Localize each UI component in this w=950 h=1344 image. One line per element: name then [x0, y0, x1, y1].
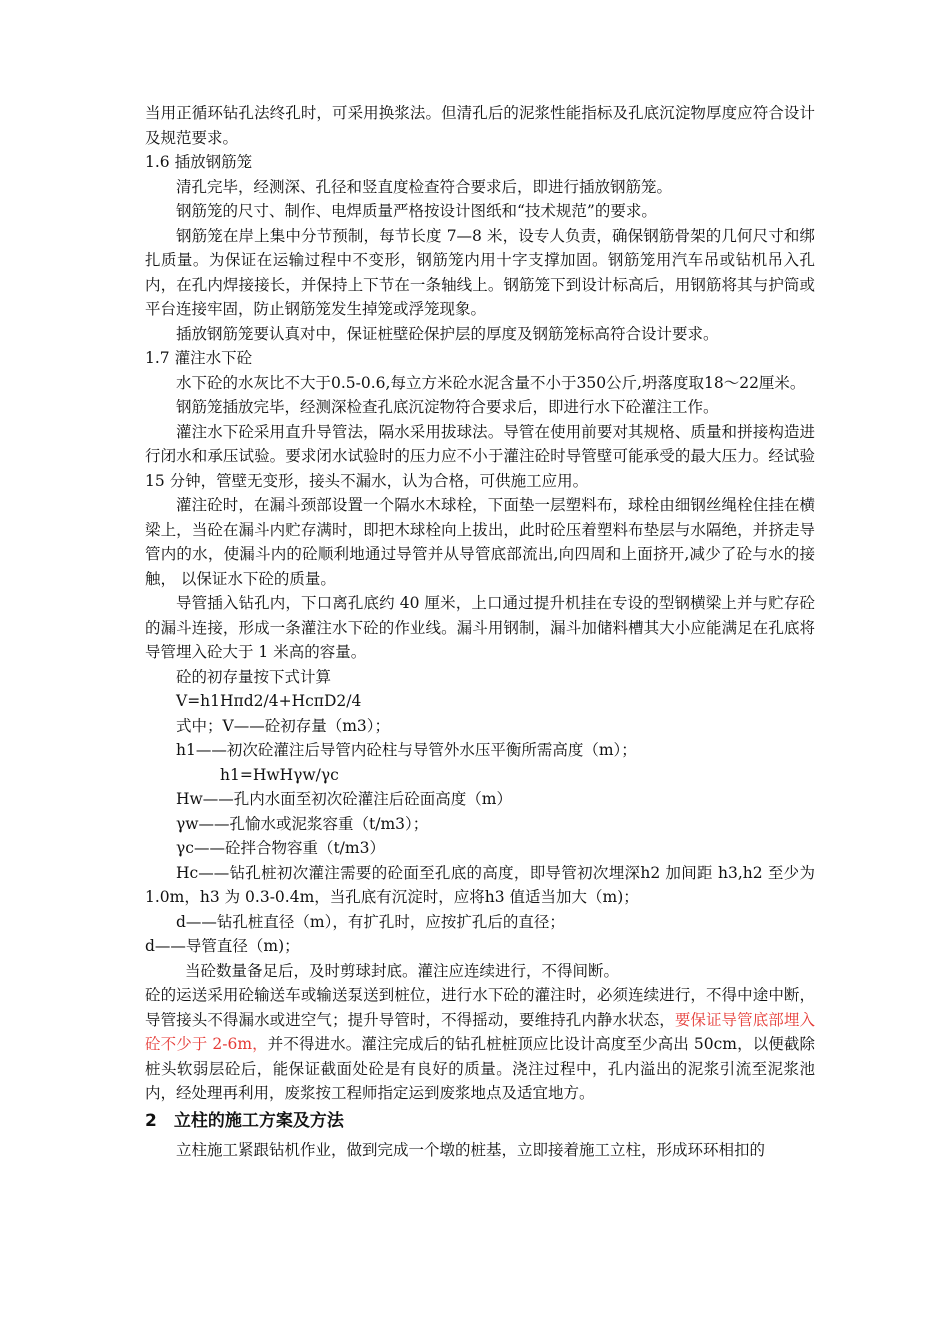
formula-legend: γc——砼拌合物容重（t/m3）: [176, 839, 385, 857]
highlighted-text: 要保证导管底部埋入砼不少于 2-6m，: [145, 1010, 815, 1053]
formula-legend: d——导管直径（m)；: [145, 937, 300, 955]
document-body: [145, 101, 815, 1163]
paragraph: 砼的初存量按下式计算: [176, 667, 332, 686]
formula: V=h1Hπd2/4+HcπD2/4: [176, 692, 362, 710]
formula-legend: Hc——钻孔桩初次灌注需要的砼面至孔底的高度，即导管初次埋深h2 加间距 h3,h2 至少为 1.0m，h3 为 0.3-0.4m，当孔底有沉淀时，应将h3 值适当加大（m)；: [145, 863, 815, 906]
paragraph: 清孔完毕，经测深、孔径和竖直度检查符合要求后，即进行插放钢筋笼。: [176, 177, 673, 196]
paragraph: 钢筋笼插放完毕，经测深检查孔底沉淀物符合要求后，即进行水下砼灌注工作。: [176, 398, 719, 416]
paragraph: 灌注砼时，在漏斗颈部设置一个隔水木球栓，下面垫一层塑料布，球栓由细钢丝绳栓住挂在横梁上，当砼在漏斗内贮存满时，即把木球栓向上拔出，此时砼压着塑料布垫层与水隔绝，并挤走导管内的水，使漏斗内的砼顺利地通过导管并从导管底部流出,向四周和上面挤开,减少了砼与水的接触， 以保证水下砼的质量。: [145, 496, 815, 588]
formula: h1=HwHγw/γc: [220, 765, 339, 784]
paragraph: 导管插入钻孔内，下口离孔底约 40 厘米，上口通过提升机挂在专设的型钢横梁上并与贮存砼的漏斗连接，形成一条灌注水下砼的作业线。漏斗用钢制，漏斗加储料槽其大小应能满足在孔底将导管埋入砼大于 1 米高的容量。: [145, 594, 815, 661]
paragraph-text: 砼的运送采用砼输送车或输送泵送到桩位，进行水下砼的灌注时，必须连续进行，不得中途中断，导管接头不得漏水或进空气；提升导管时，不得摇动，要维持孔内静水状态，: [145, 986, 815, 1029]
paragraph: 钢筋笼在岸上集中分节预制，每节长度 7—8 米，设专人负责，确保钢筋骨架的几何尺寸和绑扎质量。为保证在运输过程中不变形，钢筋笼内用十字支撑加固。钢筋笼用汽车吊或钻机吊入孔内，在孔内焊接接长，并保持上下节在一条轴线上。钢筋笼下到设计标高后，用钢筋将其与护筒或平台连接牢固，防止钢筋笼发生掉笼或浮笼现象。: [145, 226, 815, 318]
formula-legend: γw——孔愉水或泥浆容重（t/m3）；: [176, 814, 429, 833]
section-heading-1-6: 1.6 插放钢筋笼: [145, 153, 253, 171]
paragraph: 插放钢筋笼要认真对中，保证桩壁砼保护层的厚度及钢筋笼标高符合设计要求。: [176, 324, 719, 343]
paragraph: 灌注水下砼采用直升导管法，隔水采用拔球法。导管在使用前要对其规格、质量和拼接构造进行闭水和承压试验。要求闭水试验时的压力应不小于灌注砼时导管壁可能承受的最大压力。经试验 15 分钟，管壁无变形，接头不漏水，认为合格，可供施工应用。: [145, 422, 815, 490]
paragraph-text: 并不得进水。灌注完成后的钻孔桩桩顶应比设计高度至少高出 50cm，以便截除桩头软弱层砼后，能保证截面处砼是有良好的质量。浇注过程中，孔内溢出的泥浆引流至泥浆池内，经处理再利用，废浆按工程师指定运到废浆地点及适宜地方。: [145, 1035, 815, 1102]
section-heading-1-7: 1.7 灌注水下砼: [145, 349, 253, 367]
paragraph: [145, 983, 815, 1106]
formula-legend: 式中；V——砼初存量（m3）；: [176, 716, 391, 735]
section-heading-2: 2 立柱的施工方案及方法: [145, 1110, 344, 1131]
paragraph: 钢筋笼的尺寸、制作、电焊质量严格按设计图纸和“技术规范”的要求。: [176, 202, 657, 220]
paragraph: 当砼数量备足后，及时剪球封底。灌注应连续进行，不得间断。: [185, 961, 620, 980]
formula-legend: Hw——孔内水面至初次砼灌注后砼面高度（m）: [176, 790, 512, 808]
formula-legend: h1——初次砼灌注后导管内砼柱与导管外水压平衡所需高度（m）；: [176, 741, 637, 759]
paragraph: 当用正循环钻孔法终孔时，可采用换浆法。但清孔后的泥浆性能指标及孔底沉淀物厚度应符合设计及规范要求。: [145, 104, 815, 147]
paragraph: 立柱施工紧跟钻机作业，做到完成一个墩的桩基，立即接着施工立柱，形成环环相扣的: [176, 1141, 766, 1159]
formula-legend: d——钻孔桩直径（m），有扩孔时，应按扩孔后的直径；: [176, 912, 565, 931]
paragraph: 水下砼的水灰比不大于0.5-0.6,每立方米砼水泥含量不小于350公斤,坍落度取18～22厘米。: [176, 373, 806, 392]
